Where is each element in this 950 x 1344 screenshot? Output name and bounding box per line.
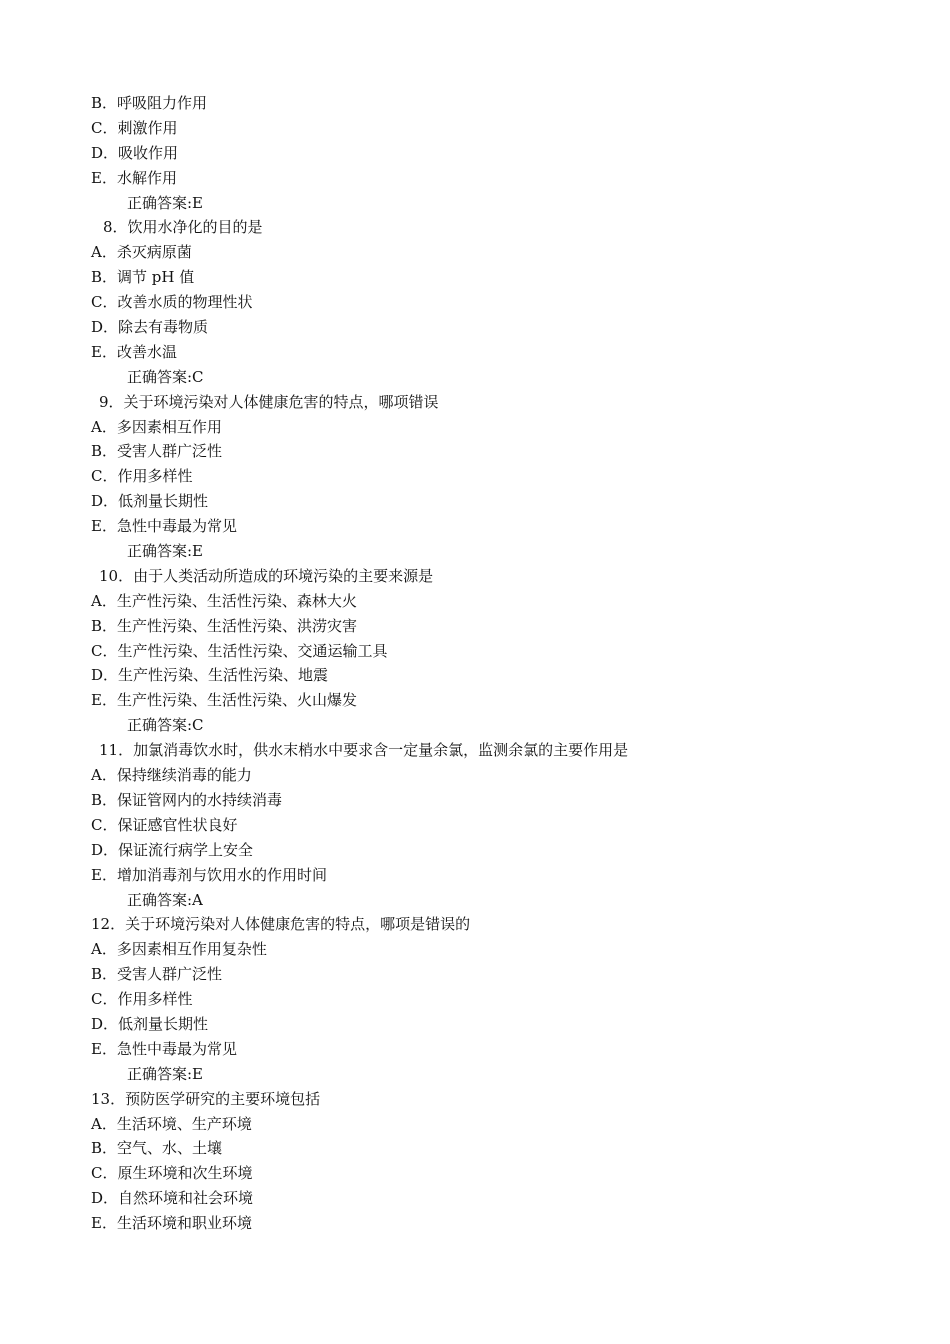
answer-option: B．空气、水、土壤: [91, 1139, 223, 1158]
answer-option: E．增加消毒剂与饮用水的作用时间: [91, 865, 327, 884]
answer-option: E．水解作用: [91, 168, 177, 187]
answer-option: D．低剂量长期性: [91, 492, 209, 511]
answer-option: B．呼吸阻力作用: [91, 94, 208, 112]
question-stem: 9．关于环境污染对人体健康危害的特点，哪项错误: [99, 392, 439, 411]
answer-option: B．受害人群广泛性: [91, 965, 223, 984]
question-list: [91, 91, 871, 1236]
answer-option: D．自然环境和社会环境: [91, 1189, 254, 1208]
question-stem: 8．饮用水净化的目的是: [103, 218, 263, 237]
answer-option: A．多因素相互作用复杂性: [91, 940, 267, 959]
answer-option: D．吸收作用: [91, 143, 179, 162]
question-stem: 12．关于环境污染对人体健康危害的特点，哪项是错误的: [91, 915, 471, 934]
correct-answer: 正确答案:A: [127, 890, 203, 909]
answer-option: D．生产性污染、生活性污染、地震: [91, 666, 329, 685]
answer-option: B．调节 pH 值: [91, 268, 195, 287]
correct-answer: 正确答案:E: [127, 193, 204, 212]
answer-option: C．作用多样性: [91, 990, 193, 1009]
answer-option: E．生活环境和职业环境: [91, 1214, 252, 1233]
correct-answer: 正确答案:E: [127, 542, 204, 561]
answer-option: A．生活环境、生产环境: [91, 1114, 252, 1133]
answer-option: B．受害人群广泛性: [91, 442, 223, 461]
answer-option: E．急性中毒最为常见: [91, 1039, 237, 1058]
answer-option: C．改善水质的物理性状: [91, 293, 253, 312]
question-stem: 13．预防医学研究的主要环境包括: [91, 1089, 321, 1108]
correct-answer: 正确答案:E: [127, 1064, 204, 1083]
answer-option: D．保证流行病学上安全: [91, 840, 254, 859]
answer-option: B．保证管网内的水持续消毒: [91, 790, 283, 809]
answer-option: C．保证感官性状良好: [91, 815, 238, 834]
answer-option: A．生产性污染、生活性污染、森林大火: [91, 591, 357, 610]
answer-option: B．生产性污染、生活性污染、洪涝灾害: [91, 616, 358, 635]
answer-option: C．作用多样性: [91, 467, 193, 486]
answer-option: C．原生环境和次生环境: [91, 1164, 253, 1183]
answer-option: C．生产性污染、生活性污染、交通运输工具: [91, 641, 388, 660]
answer-option: E．改善水温: [91, 342, 177, 361]
answer-option: D．除去有毒物质: [91, 318, 209, 337]
answer-option: E．急性中毒最为常见: [91, 517, 237, 536]
answer-option: A．多因素相互作用: [91, 417, 222, 436]
question-stem: 11．加氯消毒饮水时，供水末梢水中要求含一定量余氯，监测余氯的主要作用是: [99, 741, 629, 760]
answer-option: A．杀灭病原菌: [91, 243, 192, 262]
answer-option: E．生产性污染、生活性污染、火山爆发: [91, 691, 357, 710]
answer-option: C．刺激作用: [91, 118, 178, 137]
correct-answer: 正确答案:C: [127, 367, 204, 386]
question-stem: 10．由于人类活动所造成的环境污染的主要来源是: [99, 566, 434, 585]
correct-answer: 正确答案:C: [127, 716, 204, 735]
answer-option: A．保持继续消毒的能力: [91, 766, 252, 785]
answer-option: D．低剂量长期性: [91, 1014, 209, 1033]
